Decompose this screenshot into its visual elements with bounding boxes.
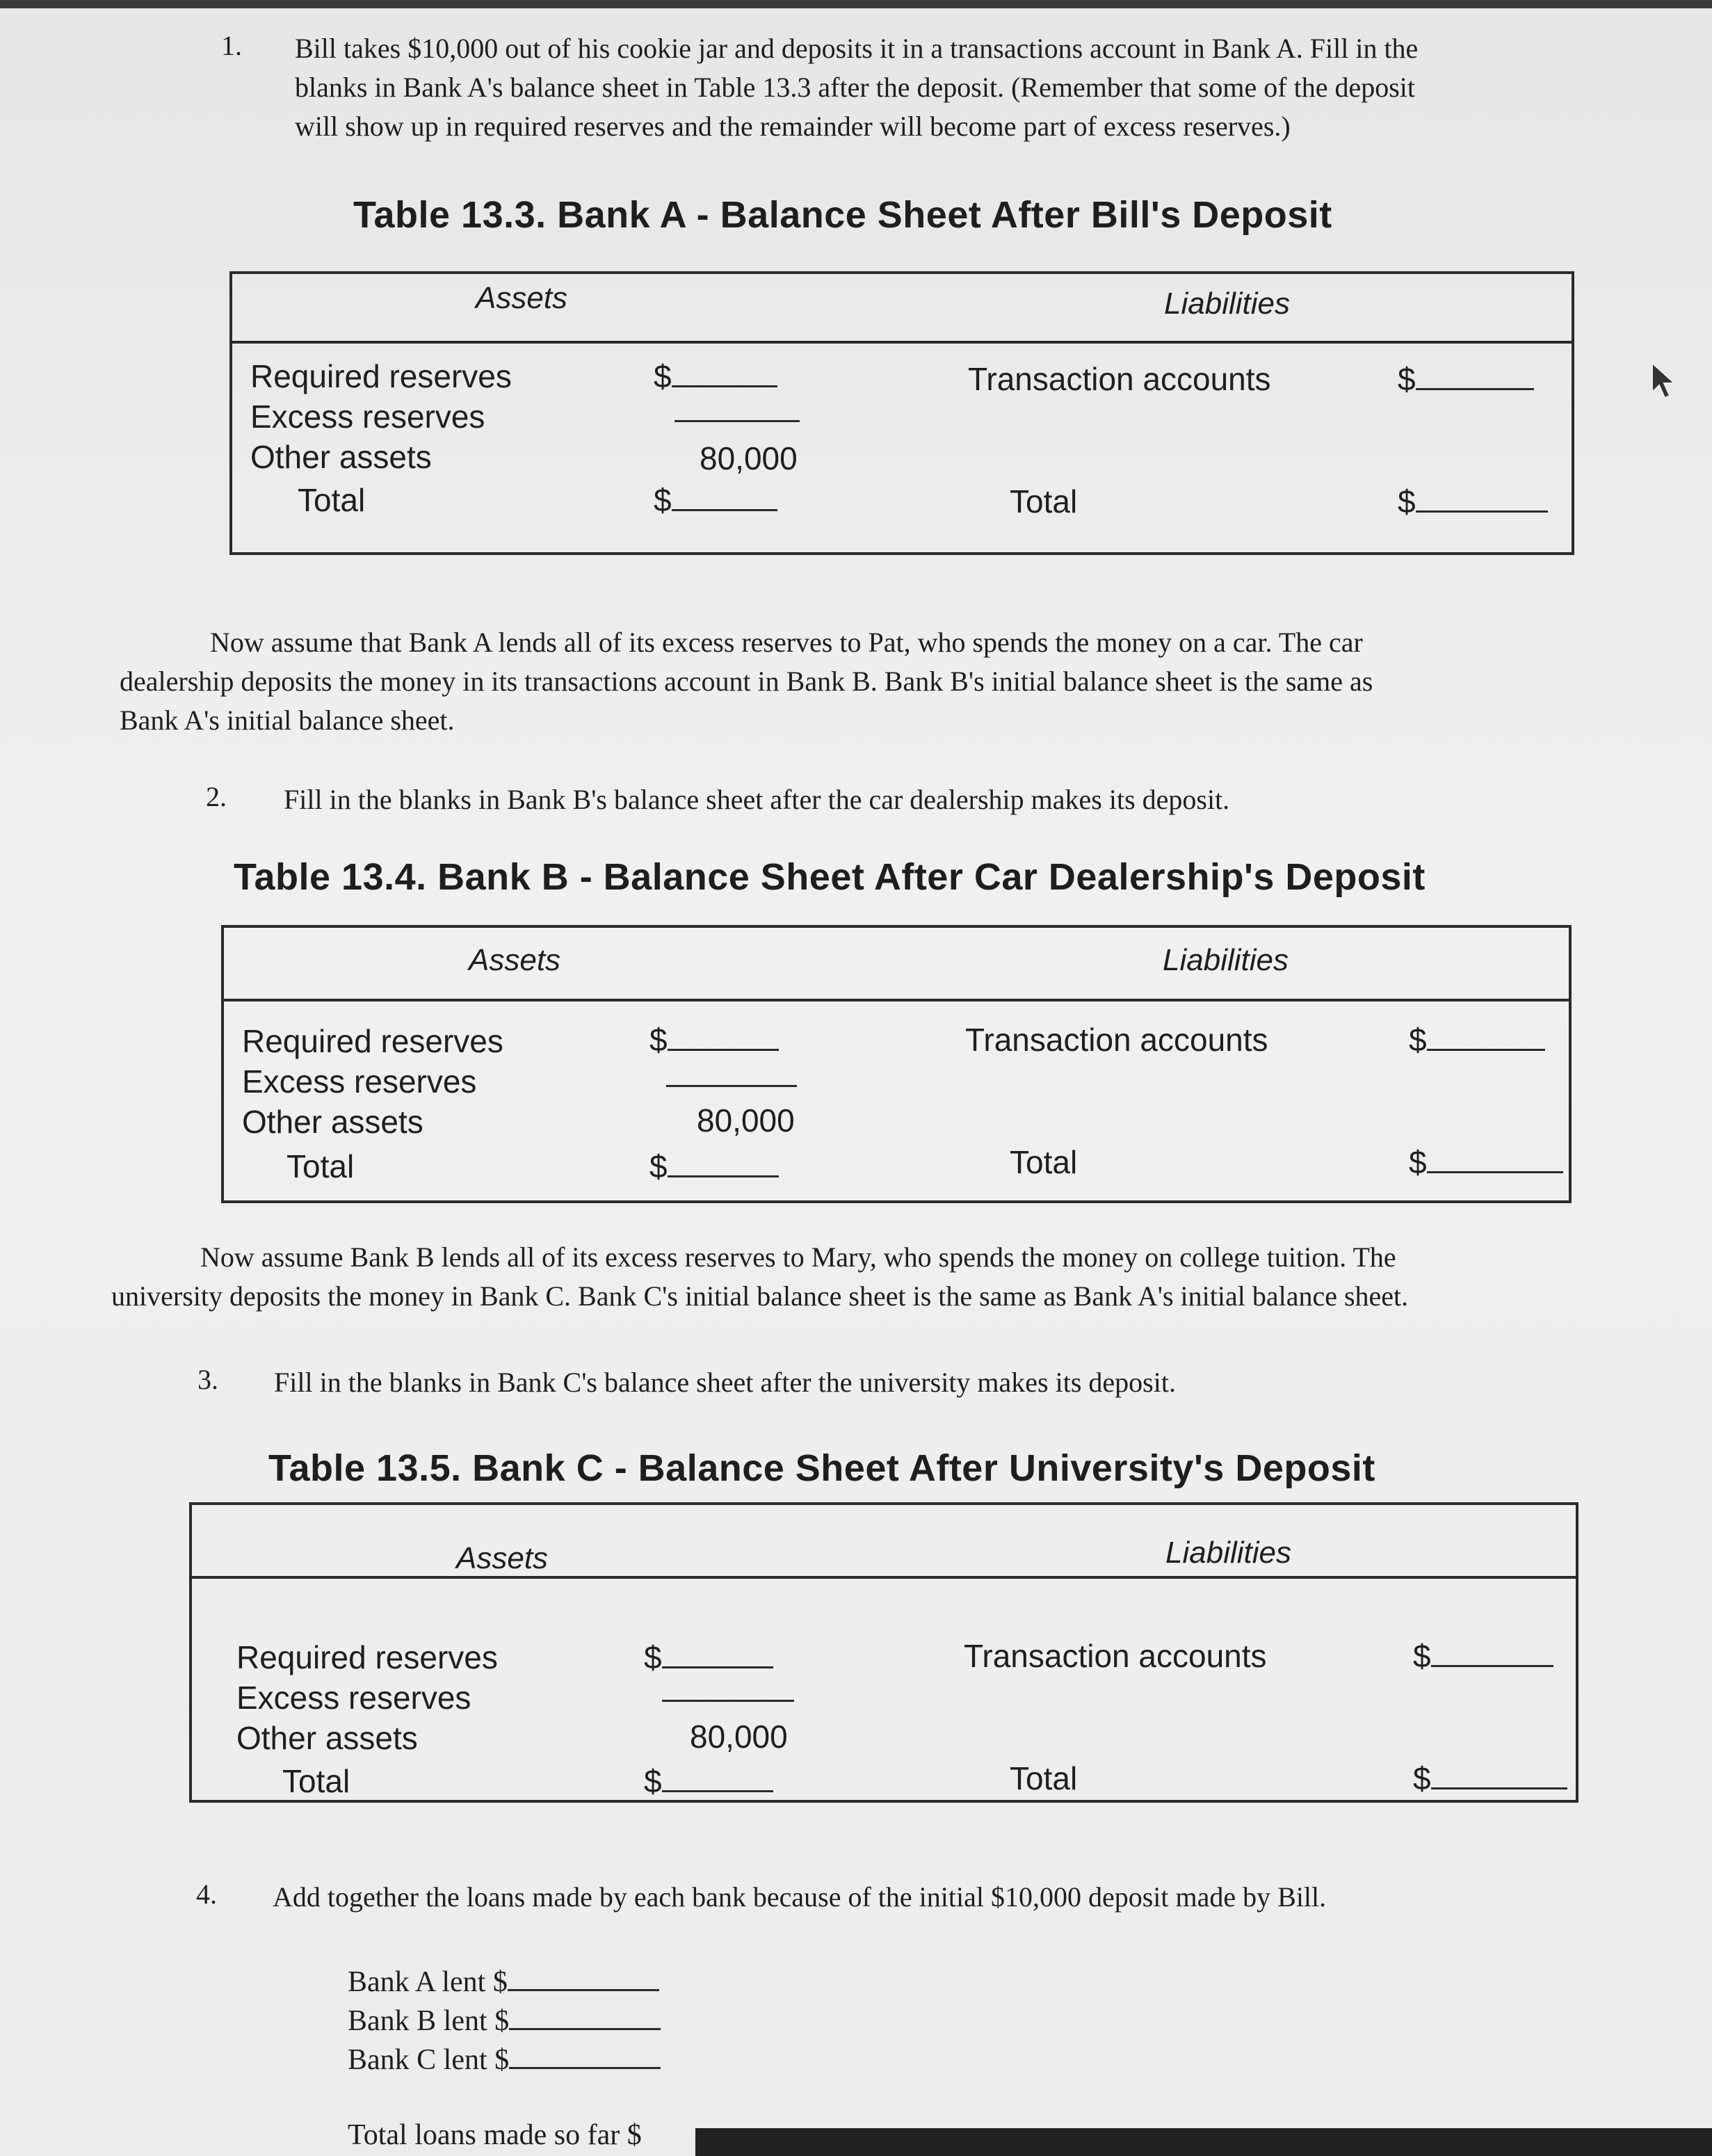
para1-line-3: Bank A's initial balance sheet.	[120, 705, 455, 736]
liabilities-header: Liabilities	[1163, 943, 1289, 977]
screen-bezel-bottom	[695, 2128, 1712, 2156]
excess-reserves-blank[interactable]	[662, 1673, 794, 1702]
liabilities-total-label: Total	[1010, 1760, 1078, 1796]
liabilities-total-label: Total	[1010, 483, 1078, 520]
para2-line-2: university deposits the money in Bank C. Bank C's initial balance sheet is the same as Bank A's initial balance sheet.	[111, 1280, 1409, 1312]
assets-total-dollar: $	[644, 1763, 662, 1799]
assets-total-label: Total	[286, 1148, 355, 1184]
required-reserves-blank[interactable]	[662, 1640, 773, 1668]
bank-c-lent-label: Bank C lent $	[348, 2044, 510, 2076]
liabilities-total-blank[interactable]	[1416, 484, 1548, 513]
bank-a-lent-blank[interactable]	[508, 1963, 659, 1991]
assets-total-dollar: $	[649, 1148, 668, 1184]
transaction-accounts-label: Transaction accounts	[968, 361, 1271, 397]
total-loans-label: Total loans made so far $	[348, 2119, 642, 2151]
para2-line-1: Now assume Bank B lends all of its excess reserves to Mary, who spends the money on college tuition. The	[200, 1241, 1396, 1273]
q3-number: 3.	[197, 1364, 218, 1395]
bank-b-lent-row	[348, 2002, 661, 2038]
transaction-accounts-blank[interactable]	[1416, 362, 1534, 390]
excess-reserves-label: Excess reserves	[250, 399, 485, 435]
q1-number: 1.	[221, 30, 242, 61]
transaction-accounts-blank[interactable]	[1427, 1022, 1545, 1051]
header-divider	[224, 999, 1569, 1001]
table-13-4	[221, 925, 1572, 1203]
transaction-accounts-dollar: $	[1409, 1022, 1427, 1058]
header-divider	[232, 341, 1572, 344]
liabilities-total-blank[interactable]	[1427, 1145, 1563, 1173]
excess-reserves-label: Excess reserves	[236, 1680, 471, 1716]
liabilities-total-dollar: $	[1409, 1144, 1427, 1180]
total-loans-row	[348, 2118, 642, 2152]
liabilities-header: Liabilities	[1165, 1536, 1291, 1570]
required-reserves-blank[interactable]	[672, 359, 777, 387]
required-reserves-dollar: $	[649, 1022, 668, 1058]
assets-header: Assets	[469, 943, 561, 977]
table-13-3	[229, 271, 1574, 555]
liabilities-total-dollar: $	[1413, 1760, 1431, 1796]
q3-text: Fill in the blanks in Bank C's balance sheet after the university makes its deposit.	[274, 1367, 1176, 1398]
excess-reserves-label: Excess reserves	[242, 1063, 477, 1100]
assets-total-blank[interactable]	[668, 1149, 779, 1177]
transaction-accounts-blank[interactable]	[1431, 1639, 1553, 1667]
header-divider	[192, 1576, 1576, 1579]
transaction-accounts-label: Transaction accounts	[965, 1022, 1268, 1058]
bank-a-lent-label: Bank A lent $	[348, 1966, 508, 1998]
liabilities-total-label: Total	[1010, 1144, 1078, 1180]
assets-total-blank[interactable]	[662, 1764, 773, 1792]
screen-bezel-top	[0, 0, 1712, 8]
table-13-4-title: Table 13.4. Bank B - Balance Sheet After Car Dealership's Deposit	[234, 856, 1426, 898]
table-13-5-title: Table 13.5. Bank C - Balance Sheet After University's Deposit	[268, 1447, 1375, 1489]
q1-line-2: blanks in Bank A's balance sheet in Table 13.3 after the deposit. (Remember that some of the deposit	[295, 72, 1416, 103]
q4-number: 4.	[196, 1879, 217, 1910]
q4-text: Add together the loans made by each bank because of the initial $10,000 deposit made by Bill.	[273, 1881, 1327, 1913]
assets-total-blank[interactable]	[672, 483, 777, 511]
bank-c-lent-row	[348, 2041, 661, 2077]
transaction-accounts-dollar: $	[1398, 361, 1416, 397]
other-assets-label: Other assets	[250, 439, 432, 475]
bank-b-lent-blank[interactable]	[509, 2002, 661, 2030]
q1-line-3: will show up in required reserves and the remainder will become part of excess reserves.)	[295, 111, 1291, 142]
bank-a-lent-row	[348, 1963, 659, 1999]
transaction-accounts-label: Transaction accounts	[964, 1638, 1267, 1674]
assets-total-dollar: $	[654, 482, 672, 518]
q1-line-1: Bill takes $10,000 out of his cookie jar and deposits it in a transactions account in Bank A. Fill in the	[295, 33, 1419, 64]
assets-header: Assets	[456, 1541, 549, 1575]
other-assets-value: 80,000	[697, 1102, 795, 1139]
table-13-3-title: Table 13.3. Bank A - Balance Sheet After Bill's Deposit	[353, 194, 1332, 236]
liabilities-total-blank[interactable]	[1431, 1761, 1567, 1789]
required-reserves-dollar: $	[654, 358, 672, 394]
required-reserves-dollar: $	[644, 1639, 662, 1675]
other-assets-label: Other assets	[242, 1104, 423, 1140]
excess-reserves-blank[interactable]	[675, 394, 800, 422]
bank-b-lent-label: Bank B lent $	[348, 2005, 510, 2037]
excess-reserves-blank[interactable]	[666, 1059, 797, 1087]
q2-text: Fill in the blanks in Bank B's balance sheet after the car dealership makes its deposit.	[284, 784, 1230, 815]
other-assets-label: Other assets	[236, 1720, 418, 1756]
other-assets-value: 80,000	[700, 440, 798, 476]
q2-number: 2.	[206, 781, 227, 812]
para1-line-2: dealership deposits the money in its transactions account in Bank B. Bank B's initial balance sheet is the same as	[120, 666, 1373, 697]
transaction-accounts-dollar: $	[1413, 1638, 1431, 1674]
other-assets-value: 80,000	[690, 1719, 788, 1755]
liabilities-header: Liabilities	[1164, 287, 1290, 321]
required-reserves-label: Required reserves	[236, 1639, 498, 1675]
mouse-pointer-icon	[1649, 362, 1677, 401]
assets-total-label: Total	[282, 1763, 350, 1799]
table-13-5	[189, 1502, 1578, 1803]
assets-total-label: Total	[298, 482, 366, 518]
para1-line-1: Now assume that Bank A lends all of its excess reserves to Pat, who spends the money on a car. The car	[210, 627, 1363, 658]
liabilities-total-dollar: $	[1398, 483, 1416, 520]
assets-header: Assets	[476, 281, 568, 315]
required-reserves-label: Required reserves	[242, 1023, 503, 1059]
bank-c-lent-blank[interactable]	[509, 2041, 661, 2069]
required-reserves-label: Required reserves	[250, 358, 512, 394]
required-reserves-blank[interactable]	[668, 1022, 779, 1051]
